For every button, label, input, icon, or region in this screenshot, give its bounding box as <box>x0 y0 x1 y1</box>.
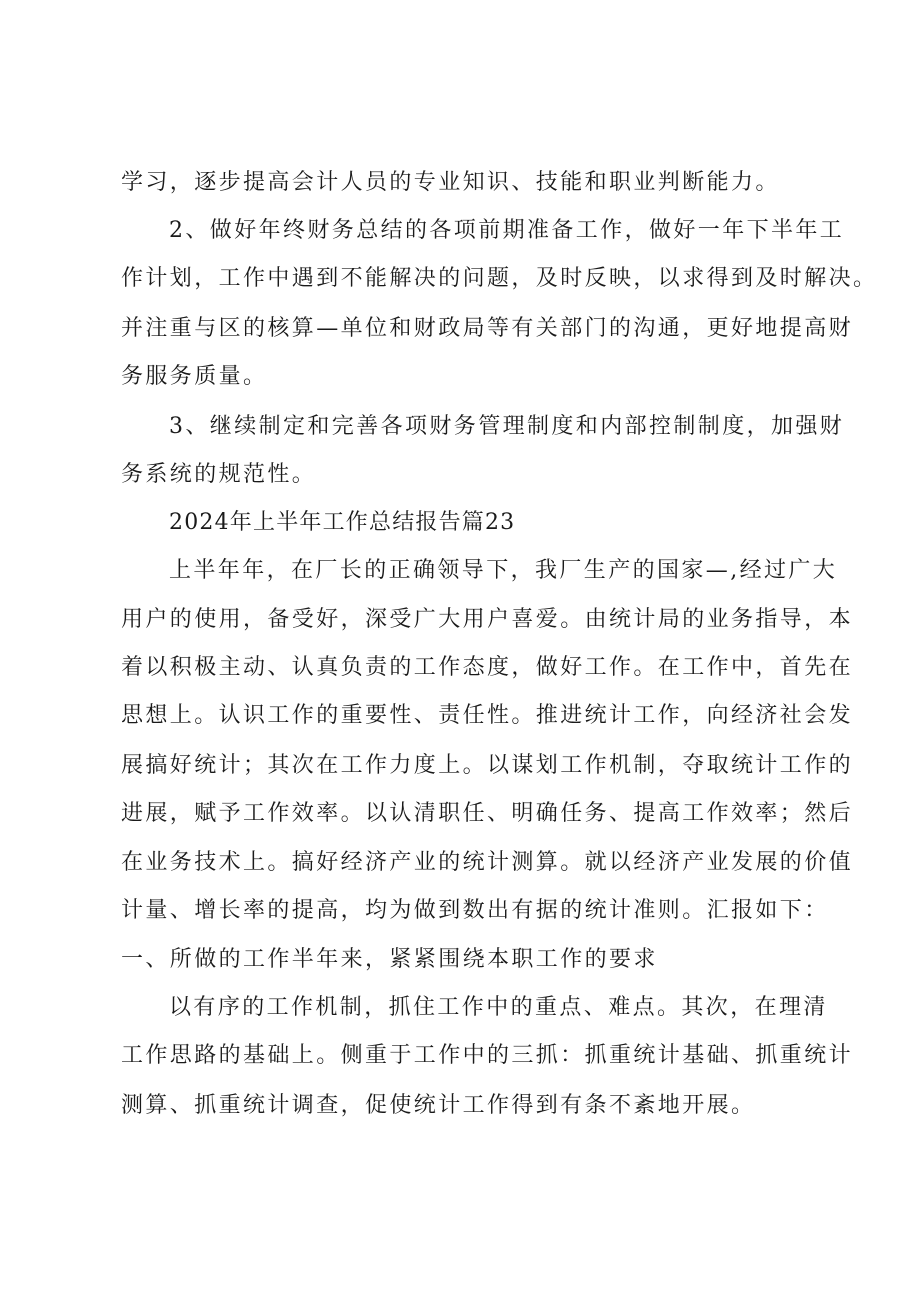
text-line: 学习，逐步提高会计人员的专业知识、技能和职业判断能力。 <box>121 170 780 195</box>
text-line: 进展，赋予工作效率。以认清职任、明确任务、提高工作效率；然后 <box>121 801 854 826</box>
paragraph-3-start: 3、继续制定和完善各项财务管理制度和内部控制制度，加强财 <box>169 414 845 439</box>
text-line: 务系统的规范性。 <box>121 462 317 487</box>
text-line: 计量、增长率的提高，均为做到数出有据的统计准则。汇报如下： <box>121 898 829 923</box>
text-line: 思想上。认识工作的重要性、责任性。推进统计工作，向经济社会发 <box>121 703 854 728</box>
text-line: 并注重与区的核算—单位和财政局等有关部门的沟通，更好地提高财 <box>121 316 854 341</box>
text-line: 展搞好统计；其次在工作力度上。以谋划工作机制，夺取统计工作的 <box>121 753 854 778</box>
text-line: 用户的使用，备受好，深受广大用户喜爱。由统计局的业务指导，本 <box>121 607 854 632</box>
text-line: 工作思路的基础上。侧重于工作中的三抓：抓重统计基础、抓重统计 <box>121 1043 854 1068</box>
text-line: 务服务质量。 <box>121 364 268 389</box>
text-line: 在业务技术上。搞好经济产业的统计测算。就以经济产业发展的价值 <box>121 850 854 875</box>
section-heading: 2024年上半年工作总结报告篇23 <box>169 510 516 535</box>
paragraph-start: 以有序的工作机制，抓住工作中的重点、难点。其次，在理清 <box>169 995 828 1020</box>
text-line: 测算、抓重统计调查，促使统计工作得到有条不紊地开展。 <box>121 1093 756 1118</box>
text-line: 作计划，工作中遇到不能解决的问题，及时反映，以求得到及时解决。 <box>121 266 878 291</box>
subsection-heading: 一、所做的工作半年来，紧紧围绕本职工作的要求 <box>121 947 658 972</box>
text-line: 着以积极主动、认真负责的工作态度，做好工作。在工作中，首先在 <box>121 655 854 680</box>
paragraph-2-start: 2、做好年终财务总结的各项前期准备工作，做好一年下半年工 <box>169 218 845 243</box>
paragraph-start: 上半年年，在厂长的正确领导下，我厂生产的国家—,经过广大 <box>169 558 838 583</box>
